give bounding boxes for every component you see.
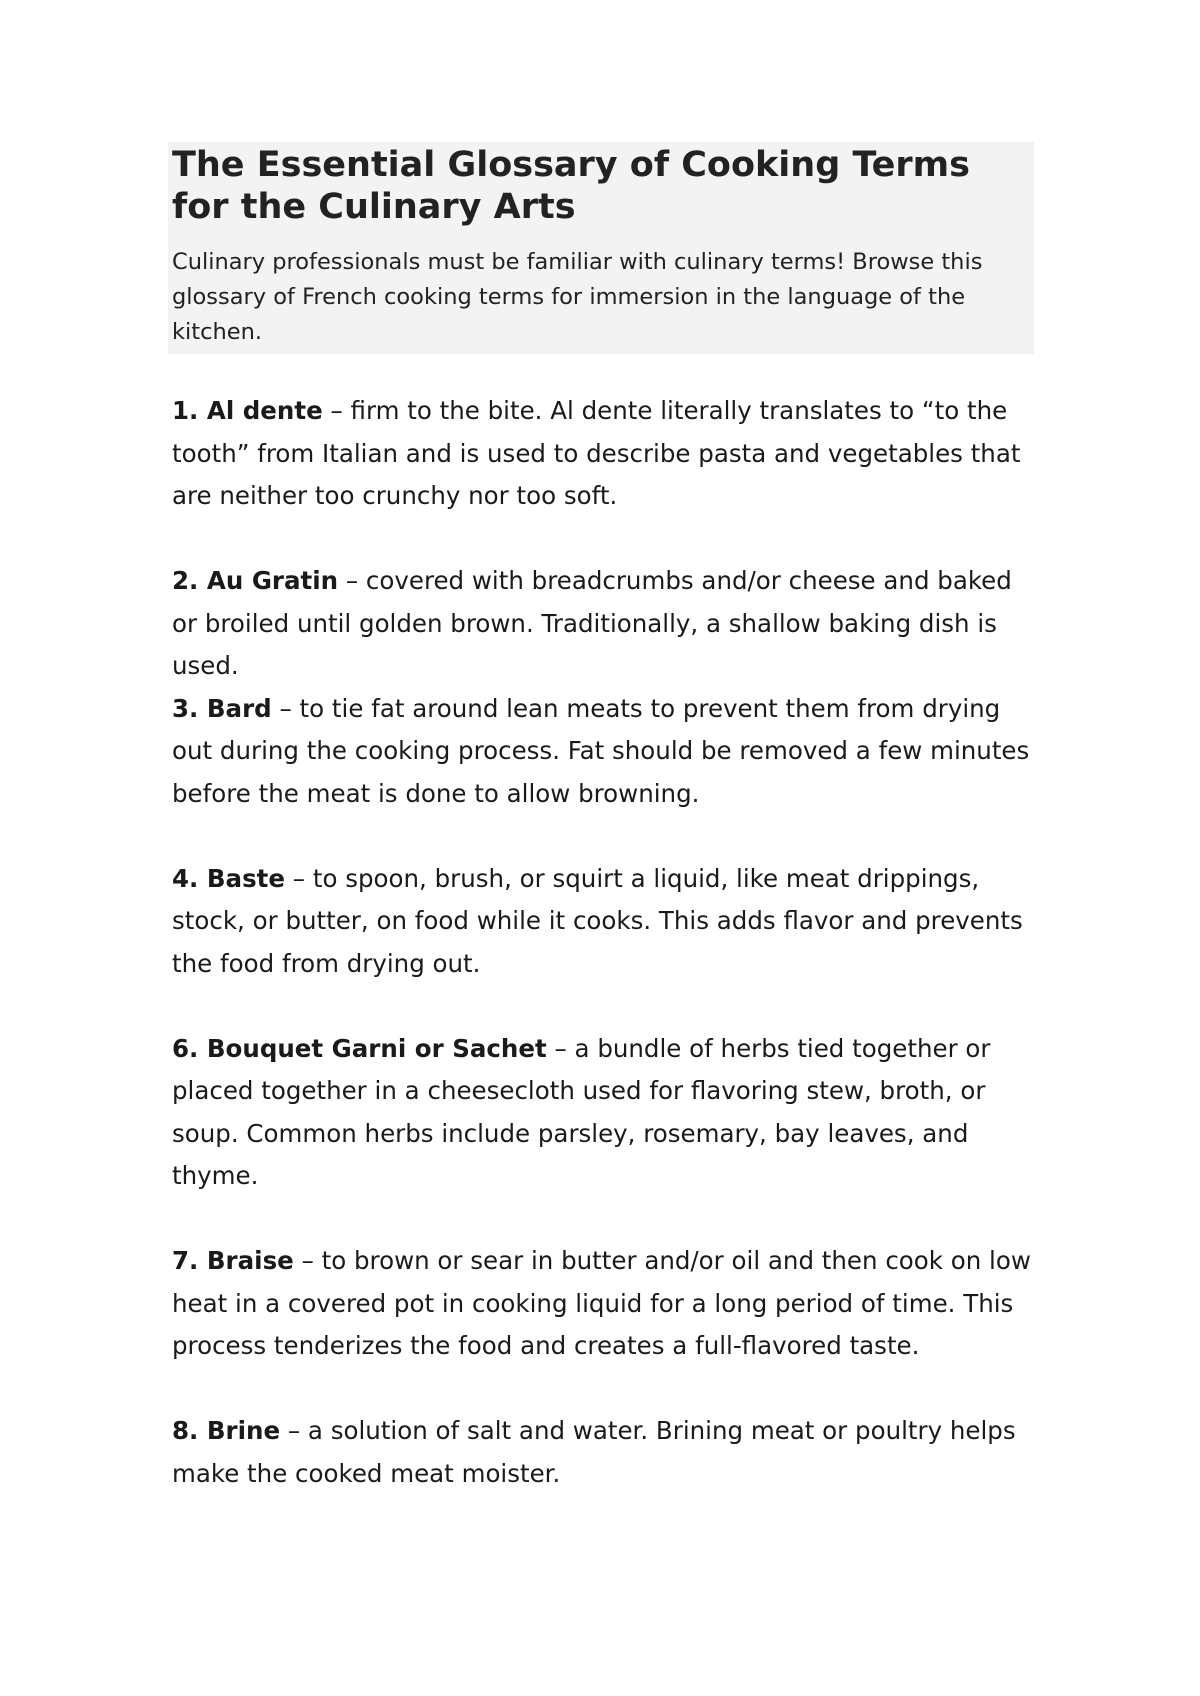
glossary-term: 2. Au Gratin	[172, 566, 339, 595]
glossary-definition: – to tie fat around lean meats to prevent them from drying out during the cooking process. Fat should be removed a few minutes before the meat is done to allow browning.	[172, 693, 1030, 808]
glossary-entry-bouquet-garni	[172, 1028, 1034, 1198]
glossary-definition: – a solution of salt and water. Brining meat or poultry helps make the cooked meat moister.	[172, 1416, 1016, 1488]
intro-paragraph: Culinary professionals must be familiar with culinary terms! Browse this glossary of French cooking terms for immersion in the language of the kitchen.	[172, 249, 983, 345]
glossary-term: 3. Bard	[172, 693, 272, 723]
glossary-term: 8. Brine	[172, 1416, 281, 1445]
glossary-definition: – to spoon, brush, or squirt a liquid, like meat drippings, stock, or butter, on food while it cooks. This adds flavor and prevents the food from drying out.	[172, 863, 1023, 978]
glossary-term: 4. Baste	[172, 863, 286, 893]
glossary-entry-al-dente	[172, 390, 1034, 518]
glossary-definition: – a bundle of herbs tied together or placed together in a cheesecloth used for flavoring stew, broth, or soup. Common herbs include parsley, rosemary, bay leaves, and thyme.	[172, 1033, 991, 1190]
glossary-term: 1. Al dente	[172, 396, 323, 425]
header-box	[168, 142, 1034, 354]
glossary-definition: – firm to the bite. Al dente literally translates to “to the tooth” from Italian and is used to describe pasta and vegetables that are neither too crunchy nor too soft.	[172, 396, 1021, 510]
glossary-definition: – covered with breadcrumbs and/or cheese and baked or broiled until golden brown. Traditionally, a shallow baking dish is used.	[172, 566, 1012, 680]
page-title: The Essential Glossary of Cooking Terms for the Culinary Arts	[172, 145, 970, 227]
glossary-entry-bard	[172, 688, 1034, 816]
glossary-list	[172, 390, 1034, 1495]
glossary-entry-brine	[172, 1410, 1034, 1495]
document-page	[172, 142, 1034, 1495]
glossary-entry-baste	[172, 858, 1034, 986]
glossary-definition: – to brown or sear in butter and/or oil and then cook on low heat in a covered pot in cooking liquid for a long period of time. This process tenderizes the food and creates a full-flavored taste.	[172, 1246, 1031, 1360]
glossary-entry-au-gratin	[172, 560, 1034, 688]
glossary-term: 7. Braise	[172, 1246, 294, 1275]
glossary-term: 6. Bouquet Garni or Sachet	[172, 1033, 547, 1063]
glossary-entry-braise	[172, 1240, 1034, 1368]
